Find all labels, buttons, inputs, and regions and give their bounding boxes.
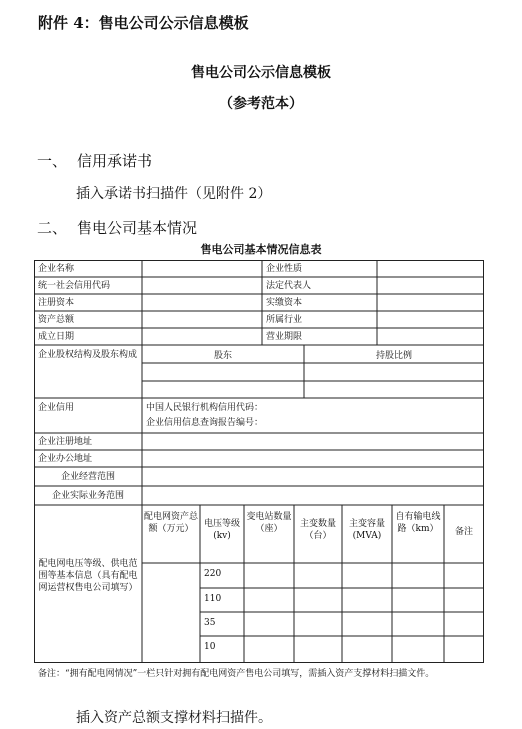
header-grid-assets: 配电网资产总额（万元） — [144, 512, 199, 534]
annex-label: 附件 4：售电公司公示信息模板 — [38, 14, 249, 32]
header-shareholder: 股东 — [213, 351, 232, 361]
document-title: 售电公司公示信息模板 — [191, 65, 331, 81]
label-business-scope: 企业经营范围 — [60, 472, 115, 482]
label-actual-business-scope: 企业实际业务范围 — [51, 491, 124, 501]
label-registered-capital: 注册资本 — [38, 298, 75, 308]
label-founding-date: 成立日期 — [38, 332, 75, 342]
section-number: 二、 — [37, 219, 68, 237]
voltage-220: 220 — [204, 569, 222, 579]
label-business-term: 营业期限 — [266, 332, 303, 342]
section-heading-basic-info — [37, 217, 197, 238]
header-substation-count: 变电站数量（座） — [246, 512, 292, 534]
table-grid-lines — [34, 260, 484, 663]
label-paid-capital: 实缴资本 — [266, 298, 303, 308]
label-office-address: 企业办公地址 — [38, 454, 93, 464]
table-caption: 售电公司基本情况信息表 — [200, 243, 322, 256]
section-title: 信用承诺书 — [77, 152, 153, 170]
voltage-10: 10 — [204, 642, 216, 652]
voltage-110: 110 — [204, 594, 222, 604]
label-legal-rep: 法定代表人 — [266, 281, 312, 291]
header-own-lines: 自有输电线路（km） — [395, 512, 441, 534]
header-remarks: 备注 — [454, 527, 473, 537]
info-table — [34, 260, 484, 663]
credit-report-number: 企业信用信息查询报告编号： — [146, 418, 264, 428]
header-transformer-count: 主变数量（台） — [299, 519, 336, 541]
document-subtitle: （参考范本） — [219, 96, 303, 112]
assets-scan-placeholder: 插入资产总额支撑材料扫描件。 — [76, 710, 272, 726]
label-company-credit: 企业信用 — [38, 403, 75, 413]
label-equity-structure: 企业股权结构及股东构成 — [38, 350, 138, 360]
header-share-ratio: 持股比例 — [375, 351, 412, 361]
label-total-assets: 资产总额 — [38, 315, 75, 325]
credit-pboc-code: 中国人民银行机构信用代码： — [146, 403, 264, 413]
header-transformer-capacity: 主变容量(MVA) — [348, 519, 385, 541]
section-title: 售电公司基本情况 — [77, 219, 198, 237]
section-body-credit: 插入承诺书扫描件（见附件 2） — [76, 186, 272, 202]
section-number: 一、 — [37, 152, 68, 170]
table-note: 备注：“拥有配电网情况”一栏只针对拥有配电网资产售电公司填写，需插入资产支撑材料扫描文件。 — [38, 669, 435, 679]
section-heading-credit — [37, 150, 152, 171]
label-company-name: 企业名称 — [38, 264, 75, 274]
label-credit-code: 统一社会信用代码 — [38, 281, 111, 291]
label-grid-info: 配电网电压等级、供电范围等基本信息（具有配电网运营权售电公司填写） — [38, 559, 138, 593]
label-industry: 所属行业 — [266, 315, 303, 325]
header-voltage-level: 电压等级(kv) — [203, 519, 240, 541]
label-registered-address: 企业注册地址 — [38, 437, 93, 447]
label-company-nature: 企业性质 — [266, 264, 303, 274]
voltage-35: 35 — [204, 618, 216, 628]
